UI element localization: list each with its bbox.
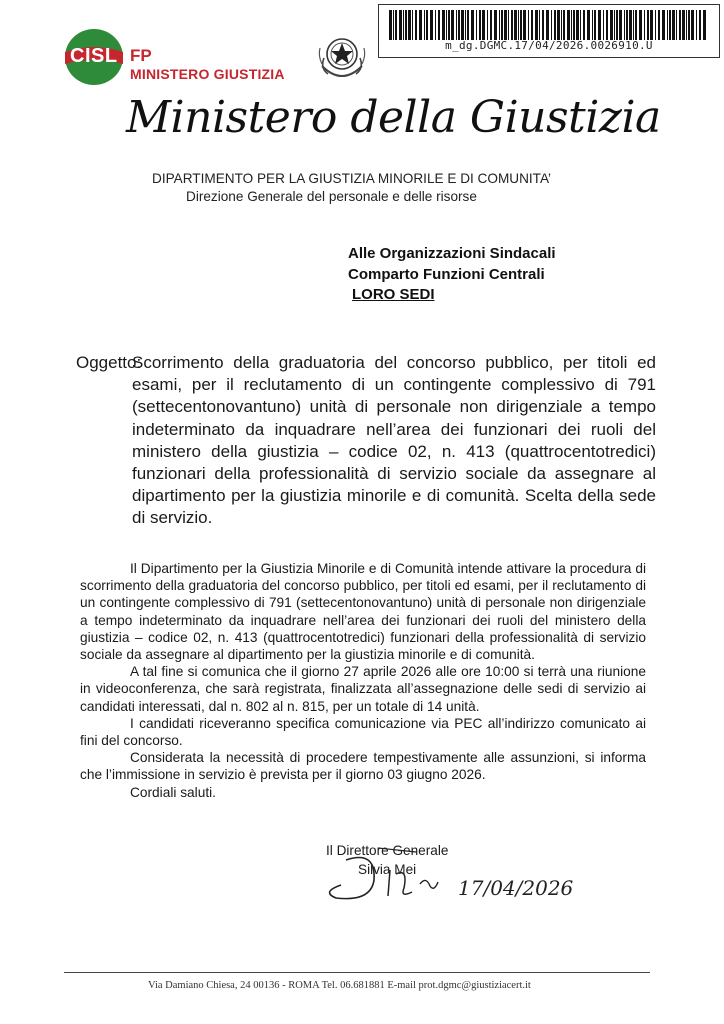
recipients-block [348,244,556,306]
cisl-subtitle: MINISTERO GIUSTIZIA [130,66,285,82]
body-paragraph: Considerata la necessità di procedere tempestivamente alle assunzioni, si informa che l’immissione in servizio è prevista per il giorno 03 giugno 2026. [80,750,646,783]
letter-body [80,560,646,801]
barcode-icon [389,10,707,40]
directorate-name: Direzione Generale del personale e delle risorse [186,189,477,204]
signatory-name: Silvia Mei [358,862,417,877]
recipient-line: Comparto Funzioni Centrali [348,265,545,283]
body-paragraph: Cordiali saluti. [130,784,216,800]
protocol-barcode-stamp [378,4,720,58]
republic-emblem-icon [312,28,372,86]
cisl-abbr: CISL [70,45,118,67]
department-name: DIPARTIMENTO PER LA GIUSTIZIA MINORILE E DI COMUNITA’ [152,171,552,186]
recipient-line: Alle Organizzazioni Sindacali [348,245,556,262]
body-paragraph: I candidati riceveranno specifica comunicazione via PEC all’indirizzo comunicato ai fini del concorso. [80,715,646,749]
subject-text: Scorrimento della graduatoria del concorso pubblico, per titoli ed esami, per il reclutamento di un contingente complessivo di 791 (settecentonovantuno) unità di personale non dirigenziale a tempo indeterminato da inquadrare nell’area dei funzionari dei ruoli del ministero della giustizia – codice 02, n. 413 (quattrocentotredici) funzionari della professionalità di servizio sociale da assegnare al dipartimento per la giustizia minorile e di comunità. Scelta della sede di servizio. [132,353,656,528]
subject-label: Oggetto: [76,353,142,372]
body-paragraph: A tal fine si comunica che il giorno 27 aprile 2026 alle ore 10:00 si terrà una riunione in videoconferenza, che sarà registrata, finalizzata all’assegnazione delle sedi di servizio ai candidati interessati, dal n. 802 al n. 815, per un totale di 14 unità. [80,664,646,714]
cisl-fp-logo [64,28,304,88]
cisl-sector: FP [130,46,152,65]
subject-block [76,352,656,530]
footer-address: Via Damiano Chiesa, 24 00136 - ROMA Tel. 06.681881 E-mail prot.dgmc@giustiziacert.it [148,980,531,991]
ministry-title: Ministero della Giustizia [126,92,661,143]
handwritten-date: 17/04/2026 [458,876,574,900]
recipient-line: LORO SEDI [352,286,435,303]
body-paragraph: Il Dipartimento per la Giustizia Minorile e di Comunità intende attivare la procedura di scorrimento della graduatoria del concorso pubblico, per titoli ed esami, per il reclutamento di un contingente complessivo di 791 (settecentonovantuno) unità di personale non dirigenziale a tempo indeterminato da inquadrare nell’area dei funzionari dei ruoli del ministero della giustizia – codice 02, n. 413 (quattrocentotredici) funzionari della professionalità di servizio sociale da assegnare al dipartimento per la giustizia minorile e di comunità. [80,561,646,663]
protocol-code: m_dg.DGMC.17/04/2026.0026910.U [445,39,653,52]
signatory-title: Il Direttore Generale [326,843,449,858]
footer-divider [64,972,650,973]
